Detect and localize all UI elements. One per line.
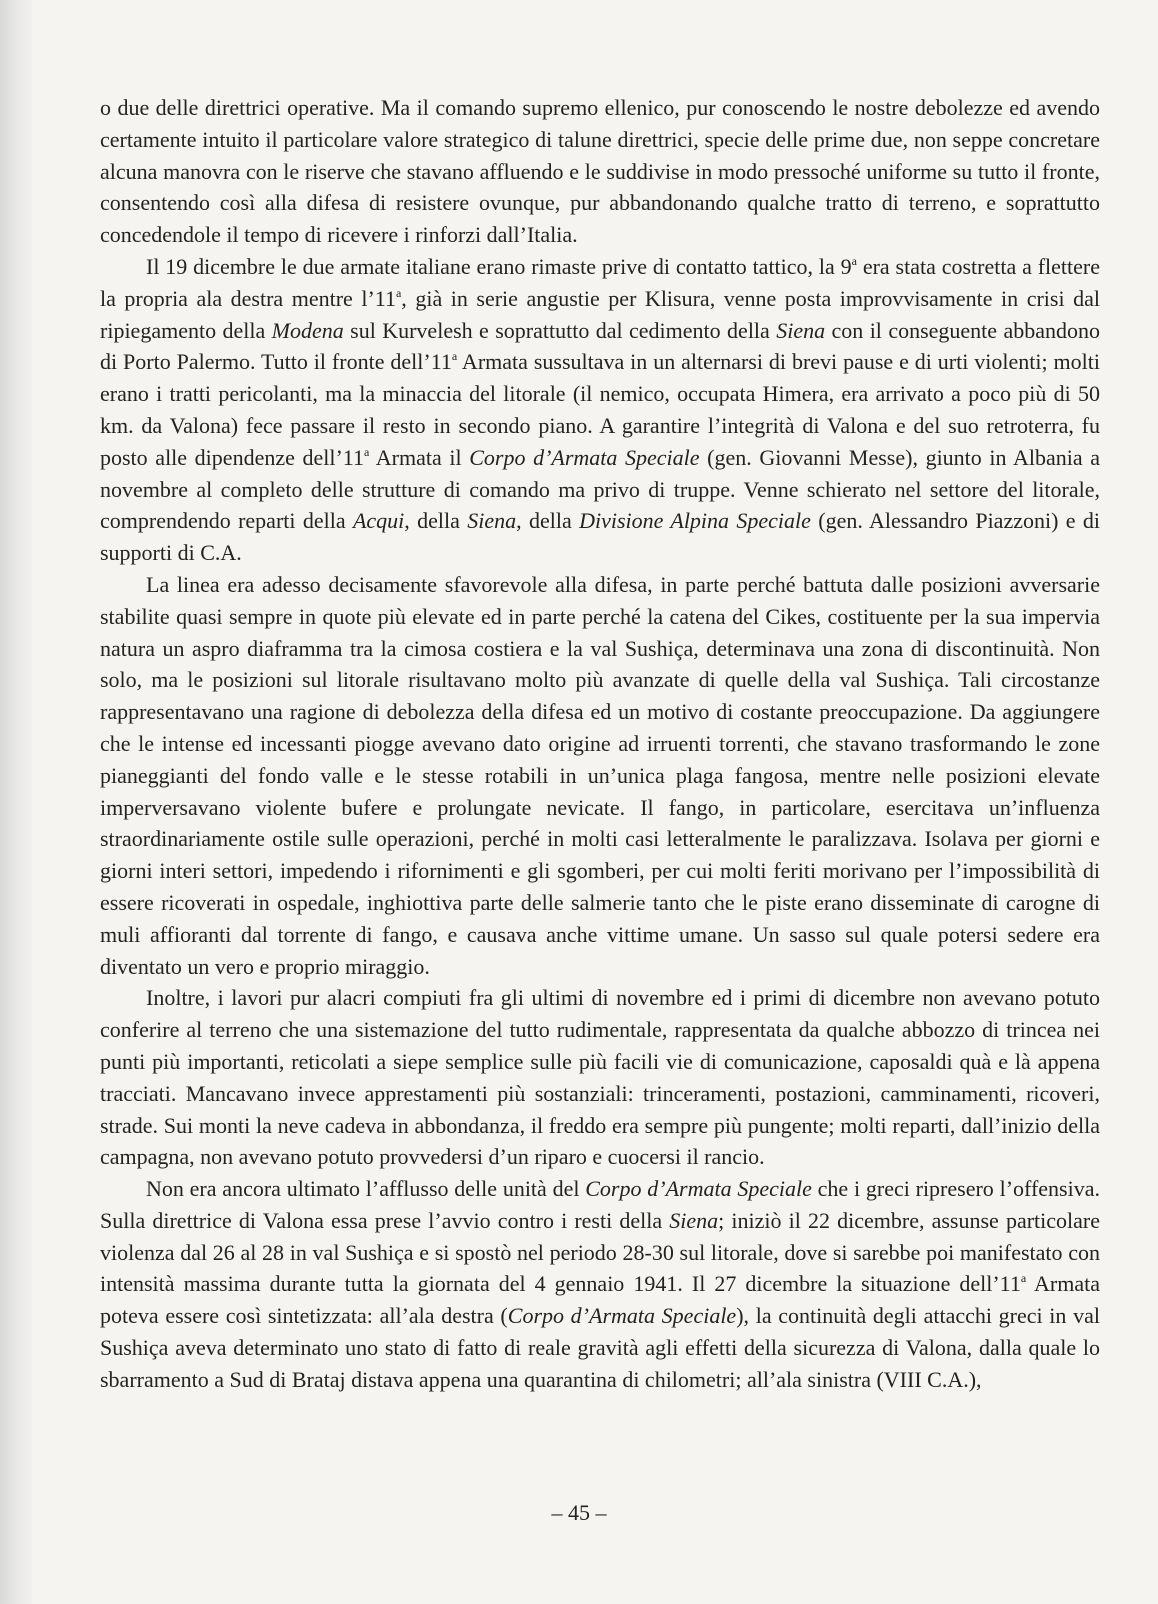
text-run: Il 19 dicembre le due armate italiane erano rimaste prive di contatto tattico, la 9 — [146, 253, 852, 279]
ordinal-superscript: a — [364, 444, 370, 459]
ordinal-superscript: a — [395, 285, 402, 300]
text-run: o due delle direttrici operative. Ma il comando supremo ellenico, pur conoscendo le nostre debolezze ed avendo certamente intuito il particolare valore strategico di talune direttrici, specie delle prime due, non seppe concretare alcuna manovra con le riserve che stavano affluendo e le suddivise in modo pressoché uniforme su tutto il fronte, consentendo così alla difesa di resistere ovunque, pur abbandonando qualche tratto di terreno, e soprattutto concedendole il tempo di ricevere i rinforzi dall’Italia. — [100, 95, 1100, 248]
page-number: – 45 – — [551, 1500, 607, 1525]
ordinal-superscript: a — [851, 253, 857, 268]
page-body — [100, 92, 1100, 1396]
text-run: Armata il — [369, 444, 470, 470]
paragraph-2 — [100, 251, 1100, 569]
italic-term: Siena — [467, 508, 517, 534]
text-run: Non era ancora ultimato l’afflusso delle unità del — [146, 1176, 586, 1202]
italic-term: Acqui — [352, 508, 405, 534]
text-run: Armata sussultava in un alternarsi di brevi pause e di urti violenti; molti erano i tratti pericolanti, ma la minaccia del litorale (il nemico, occupata Himera, era arrivato a poco più di 50 km. da Valona) fece passare il resto in secondo piano. A garantire l’integrità di Valona e del suo retroterra, fu posto alle dipendenze dell’11 — [100, 349, 1100, 470]
text-run: era stata costretta a flettere la propria ala destra mentre l’11 — [100, 253, 1100, 311]
text-run: (gen. Giovanni Messe), giunto in Albania a novembre al completo delle strutture di comando ma privo di truppe. Venne schierato nel settore del litorale, comprendendo reparti della — [100, 444, 1100, 534]
paragraph-5 — [100, 1173, 1100, 1396]
text-run: , già in serie angustie per Klisura, venne posta improvvisamente in crisi dal ripiegamento della — [100, 285, 1100, 343]
text-run: , della — [404, 508, 468, 534]
text-run: ; iniziò il 22 dicembre, assunse particolare violenza dal 26 al 28 in val Sushiça e si spostò nel periodo 28-30 sul litorale, dove si sarebbe poi manifestato con intensità massima durante tutta la giornata del 4 gennaio 1941. Il 27 dicembre la situazione dell’11 — [100, 1207, 1100, 1297]
paragraph-1 — [100, 92, 1100, 251]
ordinal-superscript: a — [1020, 1271, 1027, 1286]
ordinal-superscript: a — [451, 349, 458, 364]
text-run: La linea era adesso decisamente sfavorevole alla difesa, in parte perché battuta dalle posizioni avversarie stabilite quasi sempre in quote più elevate ed in parte perché la catena del Cikes, costituente per la sua impervia natura un aspro diaframma tra la cimosa costiera e la val Sushiça, determinava una zona di discontinuità. Non solo, ma le posizioni sul litorale risultavano molto più avanzate di quelle della val Sushiça. Tali circostanze rappresentavano una ragione di debolezza della difesa ed un motivo di costante preoccupazione. Da aggiungere che le intense ed incessanti piogge avevano dato origine ad irruenti torrenti, che stavano trasformando le zone pianeggianti del fondo valle e le stesse rotabili in un’unica plaga fangosa, mentre nelle posizioni elevate imperversavano violente bufere e prolungate nevicate. Il fango, in particolare, esercitava un’influenza straordinariamente ostile sulle operazioni, perché in molti casi letteralmente le paralizzava. Isolava per giorni e giorni interi settori, impedendo i rifornimenti e gli sgomberi, per cui molti feriti morivano per l’impossibilità di essere ricoverati in ospedale, inghiottiva parte delle salmerie tanto che le piste erano disseminate di carogne di muli affioranti dal torrente di fango, e causava anche vittime umane. Un sasso sul quale potersi sedere era diventato un vero e proprio miraggio. — [100, 571, 1100, 979]
italic-term: Siena — [669, 1207, 719, 1233]
italic-term: Modena — [271, 317, 344, 343]
italic-term: Corpo d’Armata Speciale — [507, 1303, 737, 1329]
text-run: Inoltre, i lavori pur alacri compiuti fra gli ultimi di novembre ed i primi di dicembre non avevano potuto conferire al terreno che una sistemazione del tutto rudimentale, rappresentata da qualche abbozzo di trincea nei punti più importanti, reticolati a siepe semplice sulle più facili vie di comunicazione, caposaldi quà e là appena tracciati. Mancavano invece apprestamenti più sostanziali: trinceramenti, postazioni, camminamenti, ricoveri, strade. Sui monti la neve cadeva in abbondanza, il freddo era sempre più pungente; molti reparti, dall’inizio della campagna, non avevano potuto provvedersi d’un riparo e cuocersi il rancio. — [100, 985, 1100, 1170]
text-run: (gen. Alessandro Piazzoni) e di supporti di C.A. — [100, 508, 1100, 566]
text-run: , della — [516, 508, 580, 534]
book-spine-shadow — [0, 0, 32, 1604]
paragraph-3 — [100, 569, 1100, 982]
italic-term: Siena — [776, 317, 826, 343]
italic-term: Divisione Alpina Speciale — [579, 508, 811, 534]
text-run: che i greci ripresero l’offensiva. Sulla direttrice di Valona essa prese l’avvio contro i resti della — [100, 1176, 1100, 1233]
text-run: sul Kurvelesh e soprattutto dal cedimento della — [343, 317, 777, 343]
italic-term: Corpo d’Armata Speciale — [469, 444, 700, 470]
italic-term: Corpo d’Armata Speciale — [585, 1176, 812, 1202]
text-run: Armata poteva essere così sintetizzata: all’ala destra ( — [100, 1271, 1100, 1329]
text-run: con il conseguente abbandono di Porto Palermo. Tutto il fronte dell’11 — [100, 317, 1100, 375]
text-run: ), la continuità degli attacchi greci in val Sushiça aveva determinato uno stato di fatto di reale gravità agli effetti della sicurezza di Valona, dalla quale lo sbarramento a Sud di Brataj distava appena una quarantina di chilometri; all’ala sinistra (VIII C.A.), — [100, 1303, 1100, 1392]
paragraph-4 — [100, 982, 1100, 1173]
